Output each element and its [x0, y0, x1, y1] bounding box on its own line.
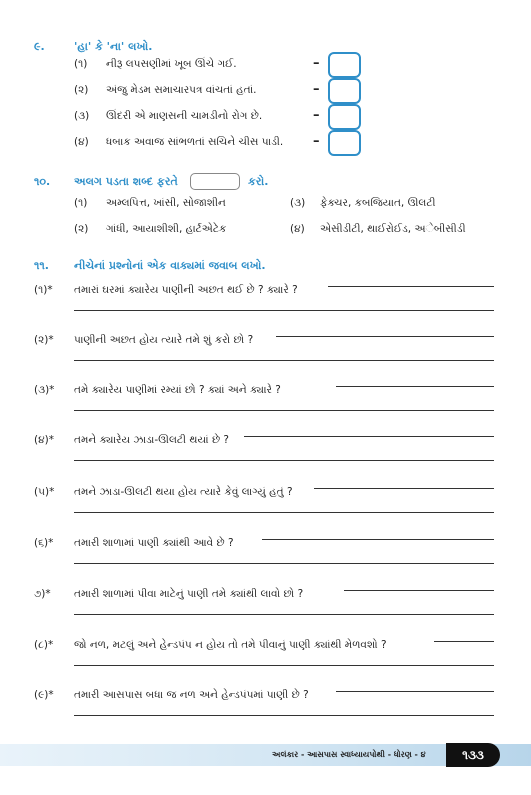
q10-number: ૧૦. — [34, 175, 51, 188]
answer-line[interactable] — [74, 563, 494, 564]
q9-dash: – — [313, 82, 320, 97]
q10-item-text[interactable]: એસીડીટી, થાઈરોઈડ, અેબીસીડી — [320, 223, 466, 235]
q10-item-text[interactable]: ફેક્ચર, કબજિયાત, ઊલટી — [320, 197, 436, 209]
q10-title-end: કરો. — [248, 175, 269, 188]
q11-question-text: તમારી આસપાસ બધા જ નળ અને હેન્ડપંપમાં પાણી છે ? — [74, 689, 309, 701]
q11-question-num: (૯)* — [34, 689, 54, 701]
q10-item-num: (૨) — [74, 223, 89, 235]
answer-line[interactable] — [74, 614, 494, 615]
answer-line[interactable] — [74, 410, 494, 411]
answer-line[interactable] — [74, 665, 494, 666]
answer-line[interactable] — [344, 590, 494, 591]
q11-number: ૧૧. — [34, 259, 49, 272]
q11-question-num: (૨)* — [34, 334, 54, 346]
q11-question-num: (૮)* — [34, 639, 54, 651]
answer-line[interactable] — [276, 336, 494, 337]
answer-line[interactable] — [74, 310, 494, 311]
answer-line[interactable] — [336, 386, 494, 387]
q9-item-text: ધબાક અવાજ સાંભળતાં સચિને ચીસ પાડી. — [106, 136, 284, 148]
q10-item-text[interactable]: ગાંધી, આયાશીશી, હાર્ટએટેક — [106, 223, 227, 235]
q9-title: 'હા' કે 'ના' લખો. — [74, 40, 153, 53]
answer-line[interactable] — [74, 460, 494, 461]
q10-circle-sample — [190, 173, 240, 190]
q9-item-num: (૧) — [74, 58, 88, 70]
q11-question-num: (૩)* — [34, 384, 55, 396]
q10-item-num: (૪) — [290, 223, 305, 235]
q11-question-num: (૪)* — [34, 434, 54, 446]
q9-answer-box[interactable] — [328, 104, 361, 130]
answer-line[interactable] — [434, 641, 494, 642]
answer-line[interactable] — [74, 512, 494, 513]
q9-item-text: અંજુ મેડમ સમાચારપત્ર વાંચતાં હતાં. — [106, 84, 257, 96]
q11-question-text: તમને ઝાડા-ઊલટી થયા હોય ત્યારે કેવું લાગ્યું હતું ? — [74, 486, 293, 498]
footer-title: અલંકાર - આસપાસ સ્વાધ્યાયપોથી - ધોરણ - ૪ — [272, 750, 426, 759]
q10-item-num: (૩) — [290, 197, 306, 209]
q10-item-num: (૧) — [74, 197, 88, 209]
q9-dash: – — [313, 108, 320, 123]
answer-line[interactable] — [74, 360, 494, 361]
answer-line[interactable] — [244, 436, 494, 437]
q10-item-text[interactable]: અમ્લપિત્ત, ખાંસી, સોજાશીન — [106, 197, 226, 209]
q10-title-start: અલગ પડતા શબ્દ ફરતે — [74, 175, 178, 188]
answer-line[interactable] — [74, 715, 494, 716]
q9-dash: – — [313, 56, 320, 71]
q11-question-num: (૫)* — [34, 486, 55, 498]
answer-line[interactable] — [262, 539, 494, 540]
q9-item-text: ઊંદરી એ માણસની ચામડીનો રોગ છે. — [106, 110, 263, 122]
q11-question-num: ૭)* — [34, 588, 51, 600]
answer-line[interactable] — [336, 691, 494, 692]
q11-question-text: તમે ક્યારેય પાણીમાં રમ્યાં છો ? ક્યાં અને ક્યારે ? — [74, 384, 281, 396]
q11-question-num: (૬)* — [34, 537, 54, 549]
q9-answer-box[interactable] — [328, 78, 361, 104]
answer-line[interactable] — [314, 488, 494, 489]
q11-title: નીચેનાં પ્રશ્નોનાં એક વાક્યમાં જવાબ લખો. — [74, 259, 266, 272]
q11-question-text: તમારી શાળામાં પાણી ક્યાંથી આવે છે ? — [74, 537, 234, 549]
q11-question-text: પાણીની અછત હોય ત્યારે તમે શું કરો છો ? — [74, 334, 254, 346]
q9-item-num: (૩) — [74, 110, 90, 122]
q11-question-num: (૧)* — [34, 284, 53, 296]
page-number: ૧૩૩ — [446, 743, 500, 767]
q11-question-text: તમારાં ઘરમાં ક્યારેય પાણીની અછત થઈ છે ? ક્યારે ? — [74, 284, 298, 296]
q9-number: ૯. — [34, 40, 45, 53]
q9-item-num: (૨) — [74, 84, 89, 96]
q9-dash: – — [313, 134, 320, 149]
q9-answer-box[interactable] — [328, 130, 361, 156]
q9-item-text: નીરૂ લપસણીમાં ખૂબ ઊંચે ગઈ. — [106, 58, 237, 70]
q9-answer-box[interactable] — [328, 52, 361, 78]
q9-item-num: (૪) — [74, 136, 89, 148]
q11-question-text: જો નળ, મટલું અને હેન્ડપંપ ન હોય તો તમે પીવાનું પાણી ક્યાંથી મેળવશો ? — [74, 639, 387, 651]
q11-question-text: તમારી શાળામાં પીવા માટેનું પાણી તમે ક્યાંથી લાવો છો ? — [74, 588, 304, 600]
answer-line[interactable] — [328, 286, 494, 287]
q11-question-text: તમને ક્યારેય ઝાડા-ઊલટી થયાં છે ? — [74, 434, 229, 446]
